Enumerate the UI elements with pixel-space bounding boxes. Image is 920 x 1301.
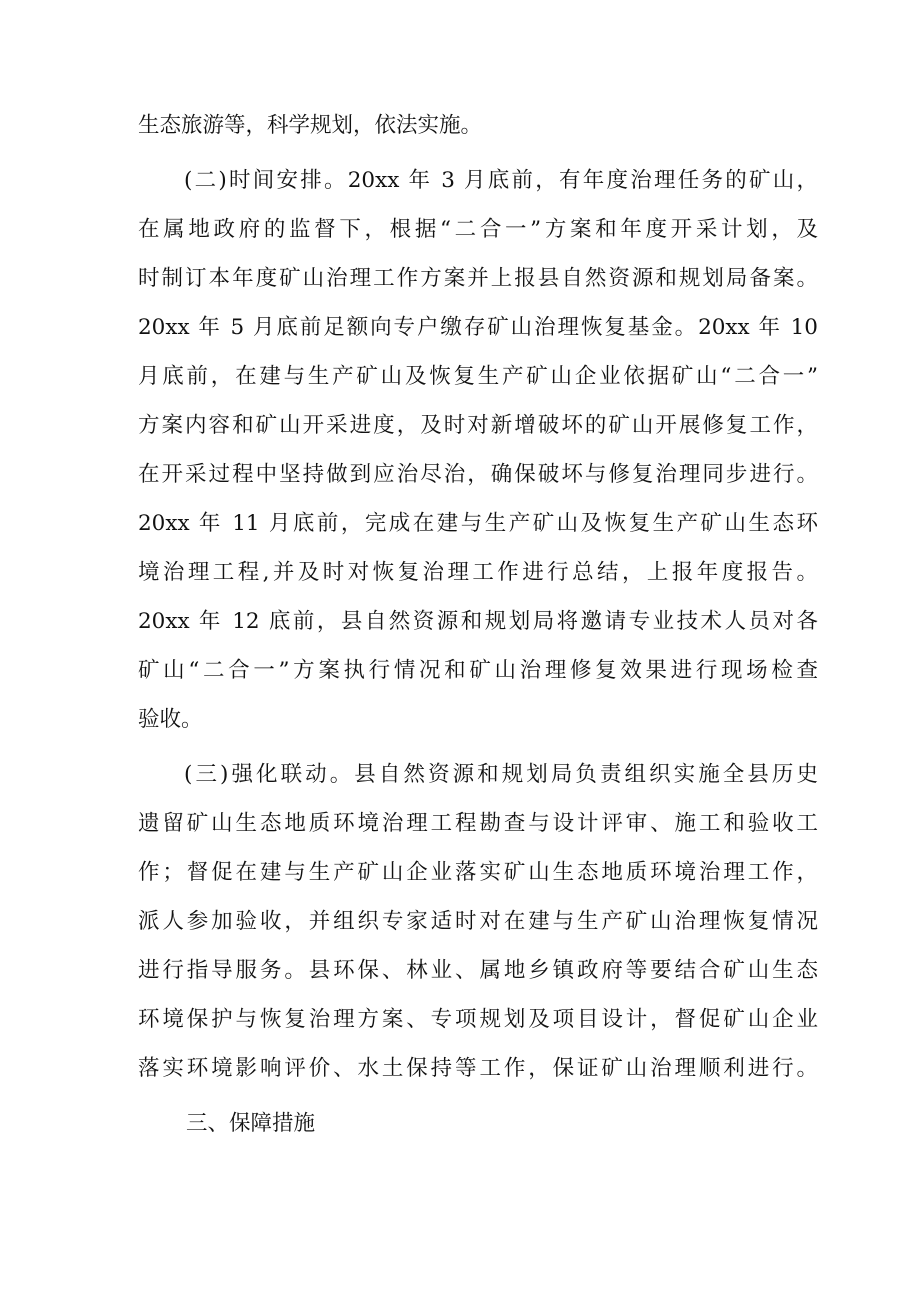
paragraph-2-line-5: 月底前，在建与生产矿山及恢复生产矿山企业依据矿山“二合一” [138,364,818,389]
paragraph-3-line-6: 环境保护与恢复治理方案、专项规划及项目设计，督促矿山企业 [138,1007,818,1032]
paragraph-3-line-1: (三)强化联动。县自然资源和规划局负责组织实施全县历史 [184,762,818,787]
paragraph-3-line-3: 作；督促在建与生产矿山企业落实矿山生态地质环境治理工作， [138,860,818,885]
paragraph-2-line-1: (二)时间安排。20xx 年 3 月底前，有年度治理任务的矿山， [184,168,818,193]
paragraph-2-line-9: 境治理工程,并及时对恢复治理工作进行总结，上报年度报告。 [138,560,818,585]
paragraph-2-line-6: 方案内容和矿山开采进度，及时对新增破坏的矿山开展修复工作， [138,413,818,438]
paragraph-2-line-3: 时制订本年度矿山治理工作方案并上报县自然资源和规划局备案。 [138,266,818,291]
paragraph-2-line-11: 矿山“二合一”方案执行情况和矿山治理修复效果进行现场检查 [138,658,818,683]
paragraph-2-line-4: 20xx 年 5 月底前足额向专户缴存矿山治理恢复基金。20xx 年 10 [138,315,818,340]
paragraph-3-line-5: 进行指导服务。县环保、林业、属地乡镇政府等要结合矿山生态 [138,958,818,983]
section-heading: 三、保障措施 [186,1111,316,1136]
paragraph-2-line-7: 在开采过程中坚持做到应治尽治，确保破坏与修复治理同步进行。 [138,462,818,487]
paragraph-3-line-7: 落实环境影响评价、水土保持等工作，保证矿山治理顺利进行。 [138,1056,818,1081]
paragraph-1-line-1: 生态旅游等，科学规划，依法实施。 [138,113,483,138]
paragraph-2-line-12: 验收。 [138,707,203,732]
paragraph-2-line-10: 20xx 年 12 底前，县自然资源和规划局将邀请专业技术人员对各 [138,609,818,634]
paragraph-2-line-8: 20xx 年 11 月底前，完成在建与生产矿山及恢复生产矿山生态环 [138,511,818,536]
paragraph-3-line-4: 派人参加验收，并组织专家适时对在建与生产矿山治理恢复情况 [138,909,818,934]
paragraph-2-line-2: 在属地政府的监督下，根据“二合一”方案和年度开采计划，及 [138,217,818,242]
paragraph-3-line-2: 遗留矿山生态地质环境治理工程勘查与设计评审、施工和验收工 [138,811,818,836]
